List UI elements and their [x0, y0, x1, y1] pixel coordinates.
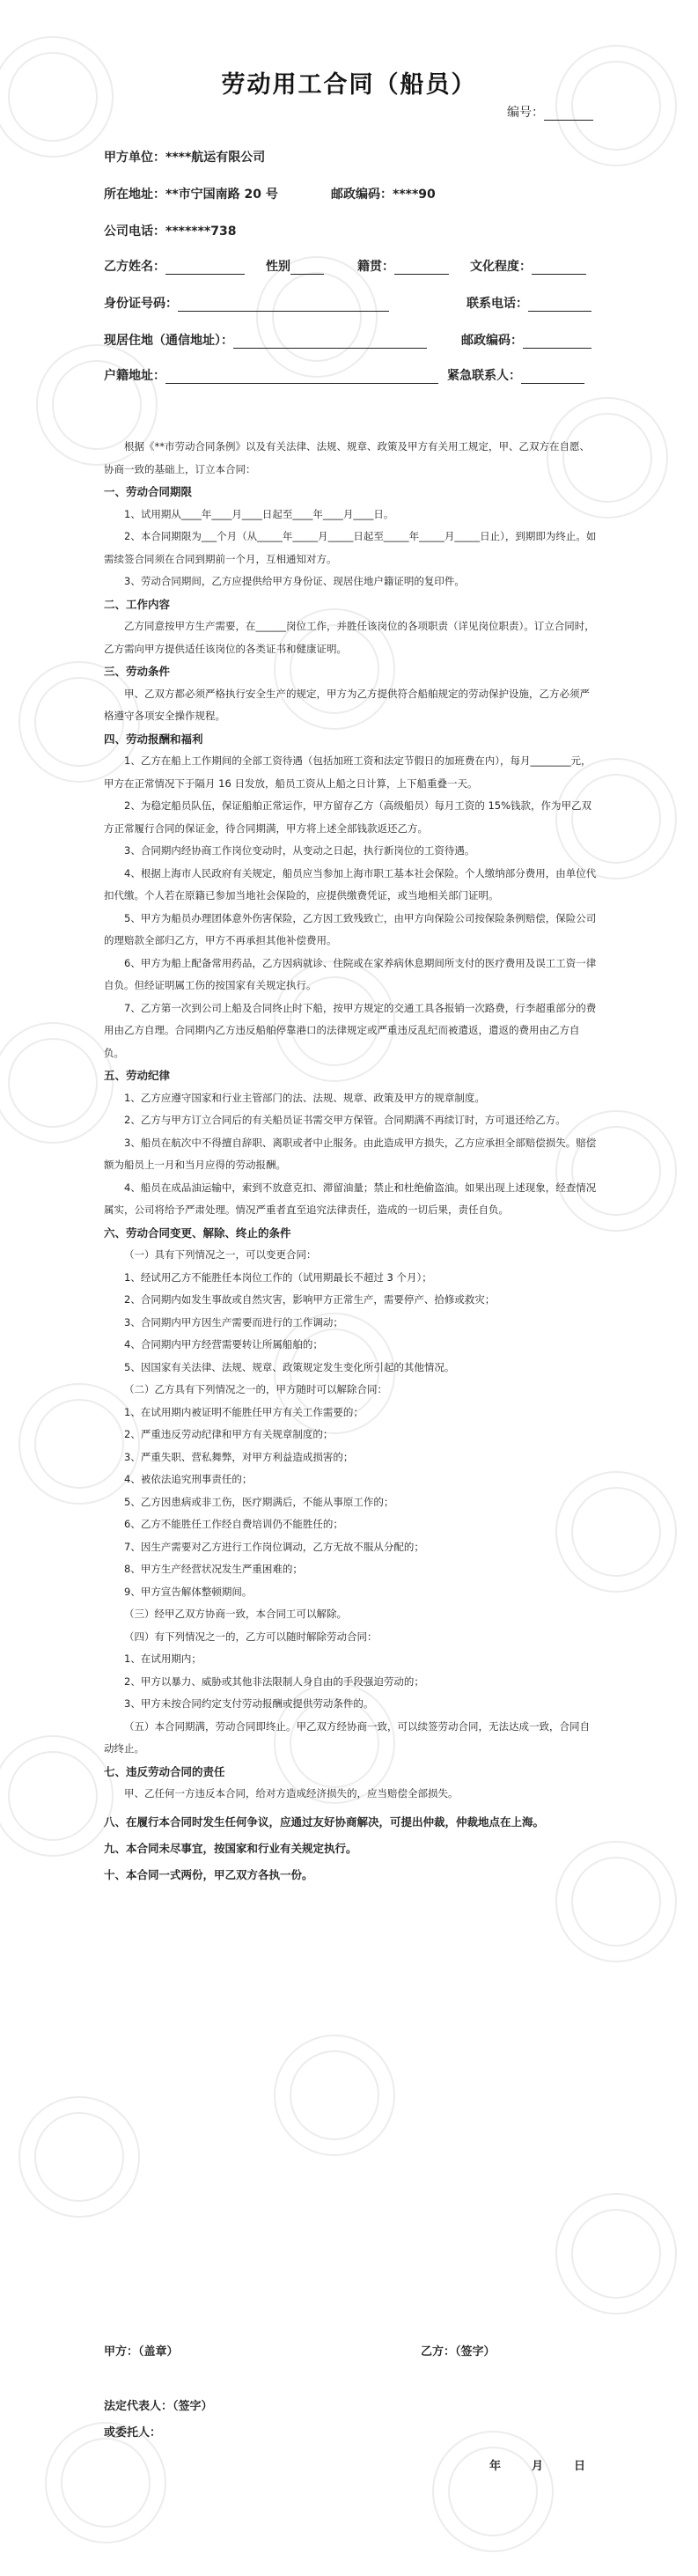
agent-signature[interactable]: 或委托人： [104, 2426, 162, 2440]
party-b-name-field[interactable]: 乙方姓名： [104, 257, 245, 275]
section-paragraph: 7、乙方第一次到公司上船及合同终止时下船，按甲方规定的交通工具各报销一次路费，行李超重部分的费用由乙方自理。合同期内乙方违反船舶停靠港口的法律规定或严重违反乱纪而被遣返，遣返的费用由乙方自负。 [104, 1001, 597, 1059]
section-paragraph: （三）经甲乙双方协商一致，本合同工可以解除。 [124, 1608, 347, 1620]
intro-paragraph: 根据《**市劳动合同条例》以及有关法律、法规、规章、政策及甲方有关用工规定，甲、乙双方在自愿、协商一致的基础上，订立本合同： [104, 440, 590, 475]
contract-body [104, 436, 597, 1888]
watermark-circle [572, 2210, 660, 2298]
section-paragraph: 乙方同意按甲方生产需要，在______岗位工作，并胜任该岗位的各项职责（详见岗位职责）。订立合同时，乙方需向甲方提供适任该岗位的各类证书和健康证明。 [104, 620, 595, 655]
section-heading: 三、劳动条件 [104, 665, 171, 678]
legal-representative-signature[interactable]: 法定代表人：（签字） [104, 2400, 213, 2413]
section-paragraph: 2、严重违反劳动纪律和甲方有关规章制度的； [124, 1428, 334, 1440]
watermark-circle [19, 2097, 139, 2217]
party-b-address-field[interactable]: 现居住地（通信地址）： [104, 331, 427, 349]
section-paragraph: 1、试用期从____年____月____日起至____年____月____日。 [124, 507, 394, 520]
party-a-unit: 甲方单位：****航运有限公司 [104, 151, 266, 165]
sign-date-day: 日 [574, 2460, 586, 2473]
contract-sections [104, 481, 597, 1806]
section-paragraph: 5、甲方为船员办理团体意外伤害保险，乙方因工致残致亡，由甲方向保险公司按保险条例赔偿，保险公司的理赔款全部归乙方，甲方不再承担其他补偿费用。 [104, 911, 597, 946]
section-paragraph: 1、乙方应遵守国家和行业主管部门的法、法规、规章、政策及甲方的规章制度。 [124, 1091, 485, 1104]
section-paragraph: 甲、乙双方都必须严格执行安全生产的规定，甲方为乙方提供符合船舶规定的劳动保护设施，乙方必须严格遵守各项安全操作规程。 [104, 687, 590, 722]
clause-9: 九、本合同未尽事宜，按国家和行业有关规定执行。 [104, 1841, 357, 1855]
section-paragraph: 4、根据上海市人民政府有关规定，船员应当参加上海市职工基本社会保险。个人缴纳部分费用，由单位代扣代缴。个人若在原籍已参加当地社会保险的，应提供缴费凭证，或当地相关部门证明。 [104, 866, 597, 902]
section-heading: 四、劳动报酬和福利 [104, 732, 203, 746]
section-paragraph: 5、因国家有关法律、法规、规章、政策规定发生变化所引起的其他情况。 [124, 1360, 455, 1373]
section-paragraph: 3、合同期内甲方因生产需要而进行的工作调动； [124, 1315, 343, 1328]
party-b-origin-field[interactable]: 籍贯： [357, 257, 449, 275]
section-paragraph: （一）具有下列情况之一，可以变更合同： [124, 1248, 317, 1261]
party-b-education-field[interactable]: 文化程度： [470, 257, 586, 275]
watermark-circle [433, 2432, 553, 2551]
contract-number: 编号： [507, 103, 593, 121]
section-paragraph: 1、经试用乙方不能胜任本岗位工作的（试用期最长不超过 3 个月）； [124, 1270, 432, 1284]
section-paragraph: 4、船员在成品油运输中，索到不放意克扣、滞留油量；禁止和杜绝偷盗油。如果出现上述现象，经查情况属实，公司将给予严肃处理。情况严重者直至追究法律责任，造成的一切后果，责任自负。 [104, 1181, 597, 1216]
contract-title: 劳动用工合同（船员） [221, 71, 477, 99]
section-paragraph: 3、劳动合同期间，乙方应提供给甲方身份证、现居住地户籍证明的复印件。 [124, 575, 465, 587]
section-paragraph: 1、乙方在船上工作期间的全部工资待遇（包括加班工资和法定节假日的加班费在内），每月________元，甲方在正常情况下于隔月 16 日发放，船员工资从上船之日计算，上下船重叠一天。 [104, 754, 591, 790]
section-paragraph: 1、在试用期内被证明不能胜任甲方有关工作需要的； [124, 1405, 364, 1418]
party-a-zip: 邮政编码：****90 [331, 188, 436, 202]
section-paragraph: 6、乙方不能胜任工作经自费培训仍不能胜任的； [124, 1518, 343, 1530]
section-paragraph: 2、本合同期限为___个月（从_____年_____月_____日起至_____年_____月_____日止），到期即为终止。如需续签合同须在合同到期前一个月，互相通知对方。 [104, 530, 597, 565]
section-paragraph: （二）乙方具有下列情况之一的，甲方随时可以解除合同： [124, 1383, 387, 1395]
section-paragraph: 2、乙方与甲方订立合同后的有关船员证书需交甲方保管。合同期满不再续订时，方可退还给乙方。 [124, 1114, 566, 1126]
section-paragraph: 甲、乙任何一方违反本合同，给对方造成经济损失的，应当赔偿全部损失。 [124, 1787, 459, 1800]
watermark-circle [257, 257, 377, 377]
watermark-circle [35, 2113, 123, 2201]
watermark-circle [0, 1736, 113, 1856]
clause-8: 八、在履行本合同时发生任何争议，应通过友好协商解决，可提出仲裁，仲裁地点在上海。 [104, 1814, 545, 1829]
sign-date-month: 月 [532, 2460, 544, 2473]
party-b-emergency-field[interactable]: 紧急联系人： [447, 366, 584, 384]
section-paragraph: （四）有下列情况之一的，乙方可以随时解除劳动合同： [124, 1630, 378, 1643]
section-paragraph: 3、合同期内经协商工作岗位变动时，从变动之日起，执行新岗位的工资待遇。 [124, 844, 475, 857]
section-paragraph: 2、为稳定船员队伍，保证船舶正常运作，甲方留存乙方（高级船员）每月工资的 15%钱款，作为甲乙双方正常履行合同的保证金，待合同期满，甲方将上述全部钱款返还乙方。 [104, 799, 592, 835]
party-b-hukou-field[interactable]: 户籍地址： [104, 366, 438, 384]
watermark-circle [556, 2194, 676, 2314]
party-b-sex-field[interactable]: 性别 [266, 257, 324, 275]
section-paragraph: 1、在试用期内； [124, 1652, 202, 1665]
watermark-circle [275, 2035, 394, 2155]
section-paragraph: 9、甲方宣告解体整顿期间。 [124, 1585, 253, 1598]
section-paragraph: 3、甲方未按合同约定支付劳动报酬或提供劳动条件的。 [124, 1697, 374, 1710]
party-b-zip-field[interactable]: 邮政编码： [461, 331, 591, 349]
party-b-signature[interactable]: 乙方：（签字） [421, 2345, 496, 2359]
section-paragraph: （五）本合同期满，劳动合同即终止。甲乙双方经协商一致，可以续签劳动合同，无法达成一致，合同自动终止。 [104, 1719, 590, 1755]
section-heading: 五、劳动纪律 [104, 1069, 171, 1082]
party-a-seal[interactable]: 甲方：（盖章） [104, 2345, 179, 2359]
watermark-circle [0, 1023, 113, 1143]
section-paragraph: 2、合同期内如发生事故或自然灾害，影响甲方正常生产，需要停产、拾修或救灾； [124, 1293, 496, 1306]
section-paragraph: 5、乙方因患病或非工伤，医疗期满后，不能从事原工作的； [124, 1495, 394, 1508]
watermark-circle [62, 2439, 150, 2527]
section-paragraph: 7、因生产需要对乙方进行工作岗位调动，乙方无故不服从分配的； [124, 1540, 424, 1553]
party-a-address: 所在地址：**市宁国南路 20 号 [104, 188, 278, 202]
section-paragraph: 4、被依法追究刑事责任的； [124, 1473, 253, 1485]
watermark-circle [9, 1752, 97, 1840]
sign-date-year: 年 [489, 2460, 502, 2473]
section-paragraph: 3、船员在航次中不得擅自辞职、离职或者中止服务。由此造成甲方损失，乙方应承担全部赔偿损失。赔偿额为船员上一月和当月应得的劳动报酬。 [104, 1136, 597, 1171]
section-heading: 六、劳动合同变更、解除、终止的条件 [104, 1225, 291, 1240]
party-b-tel-field[interactable]: 联系电话： [467, 294, 591, 312]
watermark-circle [46, 2423, 165, 2543]
section-heading: 一、劳动合同期限 [104, 485, 193, 498]
section-heading: 二、工作内容 [104, 597, 171, 611]
section-paragraph: 3、严重失职、营私舞弊，对甲方利益造成损害的； [124, 1450, 354, 1463]
party-a-phone: 公司电话：*******738 [104, 224, 237, 239]
section-heading: 七、违反劳动合同的责任 [104, 1764, 225, 1778]
section-paragraph: 2、甲方以暴力、威胁或其他非法限制人身自由的手段强迫劳动的； [124, 1674, 424, 1688]
party-b-id-field[interactable]: 身份证号码： [104, 294, 389, 312]
watermark-circle [9, 1039, 97, 1127]
clause-10: 十、本合同一式两份，甲乙双方各执一份。 [104, 1867, 313, 1881]
section-paragraph: 6、甲方为船上配备常用药品，乙方因病就诊、住院或在家养病休息期间所支付的医疗费用及误工工资一律自负。但经证明属工伤的按国家有关规定执行。 [104, 956, 597, 991]
section-paragraph: 8、甲方生产经营状况发生严重困难的； [124, 1563, 303, 1575]
section-paragraph: 4、合同期内甲方经营需要转让所属船舶的； [124, 1338, 323, 1351]
watermark-circle [290, 2051, 378, 2139]
